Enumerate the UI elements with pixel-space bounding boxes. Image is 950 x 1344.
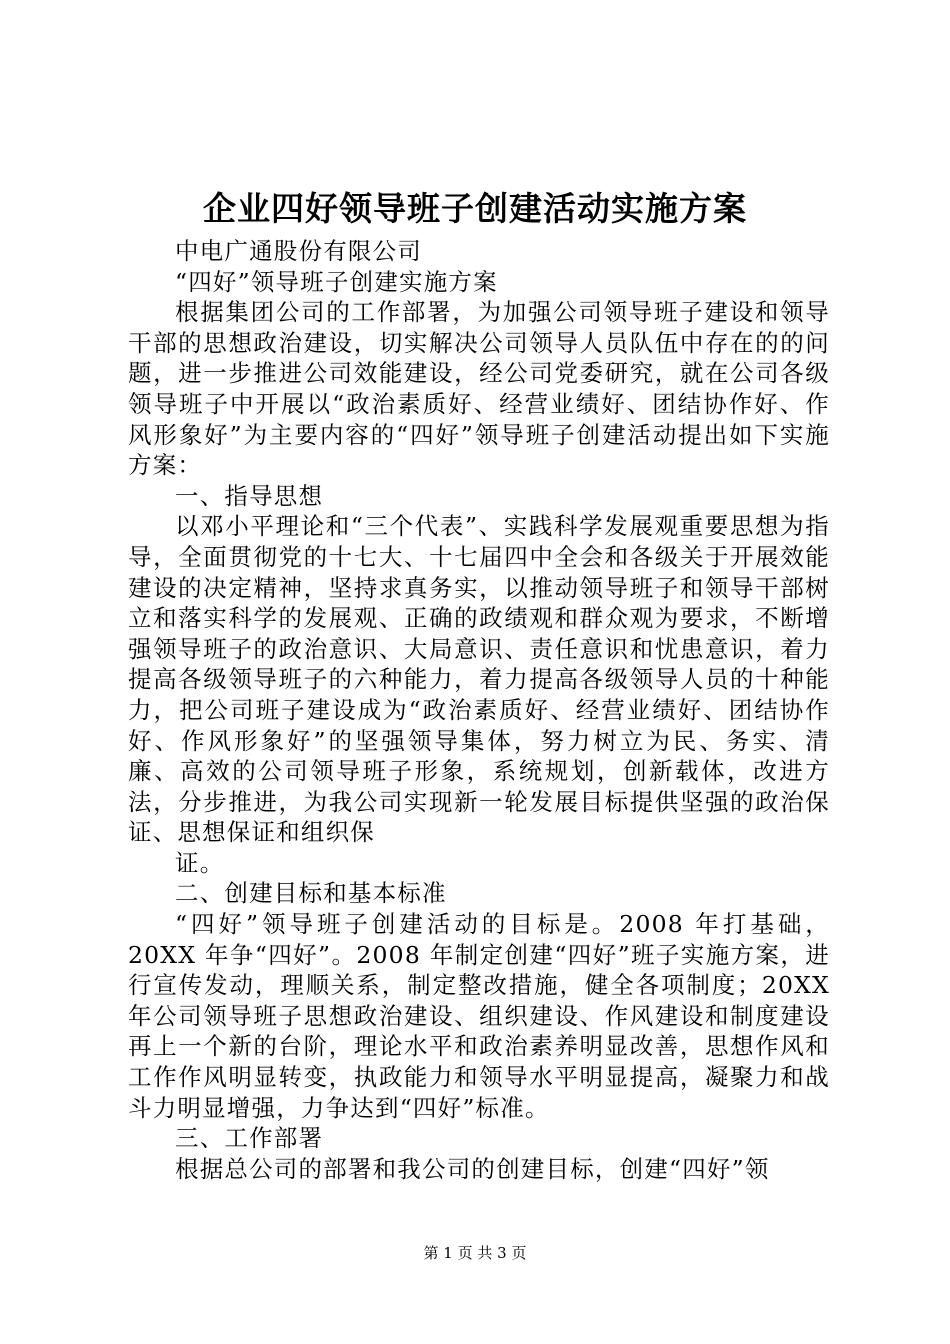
document-body xyxy=(128,236,830,1184)
guiding-ideology-continuation: 证。 xyxy=(175,848,225,877)
page-footer: 第 1 页 共 3 页 xyxy=(423,1244,527,1262)
section-heading-1: 一、指导思想 xyxy=(175,481,324,510)
goals-paragraph: “四好”领导班子创建活动的目标是。2008 年打基础，20XX 年争“四好”。2008 年制定创建“四好”班子实施方案，进行宣传发动，理顺关系，制定整改措施，健全各项制度；20XX 年公司领导班子思想政治建设、组织建设、作风建设和制度建设再上一个新的台阶，理论水平和政治素养明显改善，思想作风和工作作风明显转变，执政能力和领导水平明显提高，凝聚力和战斗力明显增强，力争达到“四好”标准。 xyxy=(128,910,830,1122)
document-subtitle: “四好”领导班子创建实施方案 xyxy=(175,267,498,296)
section-heading-2: 二、创建目标和基本标准 xyxy=(175,879,447,908)
company-name: 中电广通股份有限公司 xyxy=(175,237,422,265)
work-deployment-paragraph: 根据总公司的部署和我公司的创建目标，创建“四好”领 xyxy=(175,1154,770,1183)
document-title: 企业四好领导班子创建活动实施方案 xyxy=(203,189,747,228)
guiding-ideology-paragraph: 以邓小平理论和“三个代表”、实践科学发展观重要思想为指导，全面贯彻党的十七大、十七届四中全会和各级关于开展效能建设的决定精神，坚持求真务实，以推动领导班子和领导干部树立和落实科学的发展观、正确的政绩观和群众观为要求，不断增强领导班子的政治意识、大局意识、责任意识和忧患意识，着力提高各级领导班子的六种能力，着力提高各级领导人员的十种能力，把公司班子建设成为“政治素质好、经营业绩好、团结协作好、作风形象好”的坚强领导集体，努力树立为民、务实、清廉、高效的公司领导班子形象，系统规划，创新载体，改进方法，分步推进，为我公司实现新一轮发展目标提供坚强的政治保证、思想保证和组织保 xyxy=(128,512,830,847)
section-heading-3: 三、工作部署 xyxy=(175,1124,324,1153)
intro-paragraph: 根据集团公司的工作部署，为加强公司领导班子建设和领导干部的思想政治建设，切实解决公司领导人员队伍中存在的的问题，进一步推进公司效能建设，经公司党委研究，就在公司各级领导班子中开展以“政治素质好、经营业绩好、团结协作好、作风形象好”为主要内容的“四好”领导班子创建活动提出如下实施方案： xyxy=(128,298,830,480)
